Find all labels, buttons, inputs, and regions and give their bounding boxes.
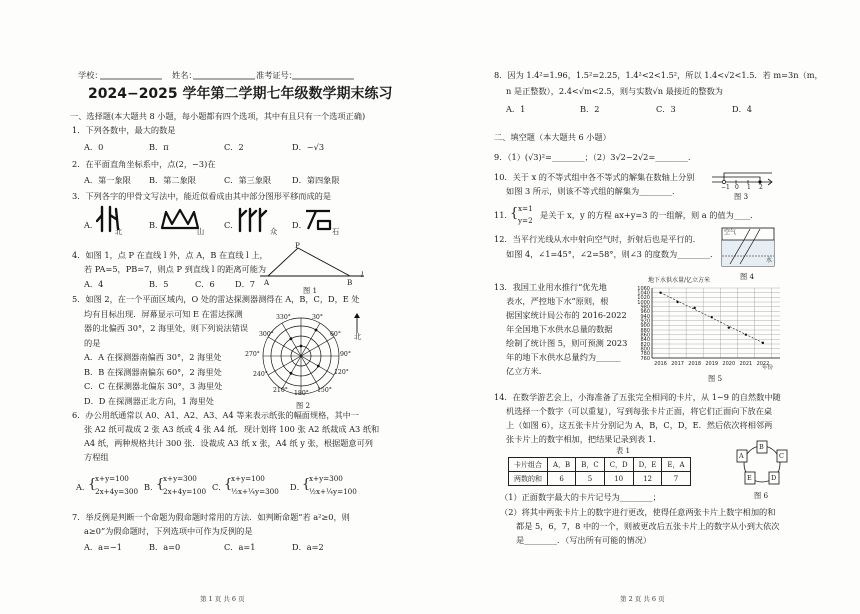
q3-option-d: D． (292, 220, 307, 230)
q1-stem: 1．下列各数中，最大的数是 (72, 125, 176, 135)
fig2-angle-120: 120° (334, 369, 349, 376)
chart-xtick-label: 2020 (722, 361, 736, 367)
q11-brace-icon: { (510, 206, 519, 221)
q13-line5: 绘制了统计图 5，则可预测 2023 (506, 338, 628, 348)
q7-option-c: C．a=1 (224, 542, 256, 552)
q4-line2: 若 PA=5，PB=7，则点 P 到直线 l 的距离可能为 (84, 264, 267, 274)
q3-option-b: B． (149, 220, 164, 230)
q14-line1: 14．在数学游艺会上，小海准备了五张完全相同的卡片，从 1∼9 的自然数中随 (494, 392, 781, 402)
q11-eq1: x=1 (518, 204, 533, 213)
fig2-angle-330: 330° (276, 314, 291, 321)
q6-option-a: A． (76, 482, 91, 492)
q1-option-a: A．0 (84, 142, 104, 152)
fig1-label-a: A (264, 278, 270, 287)
q13-line2: 表水，严控地下水”原则，根 (506, 296, 609, 306)
q3-char-c: 众 (270, 227, 278, 236)
school-blank (100, 78, 162, 80)
q3-char-a: 北 (115, 227, 123, 236)
exam-id-label: 准考证号： (256, 70, 297, 80)
chart-data-point (762, 342, 764, 344)
page-title: 2024−2025 学年第二学期七年级数学期末练习 (88, 86, 393, 102)
fig6-card-d: D (771, 474, 777, 482)
figure-5-line-chart (626, 284, 786, 374)
north-label: 北 (354, 332, 362, 341)
q3-char-d: 石 (332, 227, 340, 236)
q6-b-eq2: 2x+4y=100 (163, 487, 207, 496)
q9-text: 9．（1）(√3)²=________；（2）3√2−2√2=________． (494, 152, 697, 162)
fig2-angle-270: 270° (245, 351, 260, 358)
chart-data-point (676, 301, 678, 303)
q8-option-b: B．2 (580, 104, 600, 114)
q6-option-d: D． (290, 482, 305, 492)
chart-ytick-label: 1040 (637, 290, 650, 297)
fig1-label-b: B (347, 278, 353, 287)
table-row (509, 472, 691, 486)
q3-option-a: A． (84, 220, 99, 230)
q6-line3: A4 纸，两种规格共计 300 张．设裁成 A3 纸 x 张，A4 纸 y 张，根据题意可列 (84, 438, 373, 448)
q8-option-d: D．4 (732, 104, 752, 114)
q1-option-b: B．π (149, 142, 169, 152)
fig6-card-a: A (739, 452, 744, 460)
q12-line1: 12．当平行光线从水中射向空气时，折射后也是平行的． (494, 234, 701, 244)
q7-option-d: D．a=2 (292, 542, 324, 552)
q14-sub2-line1: （2）将其中两张卡片上的数字进行更改，使得任意两张卡片上数字相加的和 (500, 507, 776, 517)
q11-text: 是关于 x，y 的方程 ax+y=3 的一组解，则 a 的值为____． (540, 210, 759, 220)
q4-option-a: A．4 (84, 279, 104, 289)
chart-data-point (659, 291, 661, 293)
name-label: 姓名： (172, 70, 197, 80)
q3-char-b: 山 (197, 227, 205, 236)
chart-ytick-label: 800 (640, 346, 650, 353)
fig3-tick-neg1: −1 (721, 184, 730, 191)
school-label: 学校： (78, 70, 103, 80)
q8-option-a: A．1 (506, 104, 526, 114)
q5-line3: 器的北偏西 30°，2 海里处，则下列说法错误 (84, 323, 249, 333)
chart-data-point (728, 326, 730, 328)
q14-line4: 张卡片上的数字相加，把结果记录到表 1． (506, 434, 662, 444)
exam-id-blank (292, 78, 354, 80)
fig2-angle-60: 60° (330, 331, 341, 338)
q2-option-b: B．第二象限 (149, 175, 196, 185)
chart-ytick-label: 880 (640, 327, 650, 334)
q2-option-c: C．第三象限 (224, 175, 272, 185)
q1-option-d: D．−√3 (292, 142, 325, 152)
chart-xlabel: 年份 (762, 365, 774, 371)
table-cell: 卡片组合 (509, 458, 548, 472)
q6-c-eq1: x+y=100 (231, 474, 265, 483)
q4-option-d: D．7 (235, 279, 255, 289)
fig2-angle-30: 30° (312, 314, 323, 321)
q6-c-brace-icon: { (224, 477, 233, 492)
table-cell: B，C (576, 458, 605, 472)
chart-ytick-label: 940 (640, 313, 650, 320)
q14-line2: 机选择一个数字（可以重复），写到每张卡片正面，将它们正面向下放在桌 (506, 406, 773, 416)
q14-sub2-line3: 是________．（写出所有可能的情况） (516, 535, 652, 545)
q6-line2: 张 A2 纸可裁成 2 张 A3 纸或 4 张 A4 纸．现计划将 100 张 A2 纸裁成 A3 纸和 (84, 424, 380, 434)
section1-heading: 一、选择题(本大题共 8 小题，每小题都有四个选项，其中有且只有一个选项正确) (70, 111, 366, 121)
q8-line2: n 是正整数），2.4<√m<2.5，则与实数√n 最接近的整数为 (506, 86, 723, 96)
fig2-angle-180: 180° (294, 390, 309, 397)
q14-sub2-line2: 都是 5，6，7，8 中的一个，则被更改后五张卡片上的数字从小到大依次 (516, 521, 780, 531)
oracle-shan-glyph (160, 208, 200, 232)
fig6-card-b: B (759, 443, 764, 451)
fig4-water-label: 水 (766, 257, 773, 264)
table-row (509, 458, 691, 472)
table-cell: 7 (662, 472, 690, 486)
fig2-angle-300: 300° (259, 331, 274, 338)
q5-option-d: D．D 在探测器正北方向，1 海里处 (84, 396, 214, 406)
fig3-tick-1: 1 (747, 184, 751, 191)
q10-line1: 10．关于 x 的不等式组中各不等式的解集在数轴上分别 (494, 172, 695, 182)
q12-line2: 如图 4，∠1=45°，∠2=58°，则∠3 的度数为________． (506, 249, 719, 259)
name-blank (193, 78, 255, 80)
fig2-angle-210: 210° (273, 387, 288, 394)
footer-page-2: 第 2 页 共 6 页 (620, 595, 665, 603)
q5-line4: 的是 (84, 338, 101, 348)
chart-ytick-label: 980 (640, 304, 650, 311)
q8-option-c: C．3 (656, 104, 676, 114)
chart-ytick-label: 1000 (637, 299, 650, 306)
fig6-card-c: C (779, 452, 784, 460)
q13-line1: 13．我国工业用水推行“优先地 (494, 282, 607, 292)
chart-ytick-label: 840 (640, 337, 650, 344)
fig2-angle-150: 150° (317, 387, 332, 394)
q2-stem: 2．在平面直角坐标系中，点(2，−3)在 (72, 159, 216, 169)
q5-line1: 5．如图 2，在一个平面区域内，O 处的雷达探测器测得在 A，B，C，D，E 处 (72, 294, 360, 304)
q5-option-a: A．A 在探测器南偏西 30°，2 海里处 (84, 352, 222, 362)
q6-b-brace-icon: { (156, 477, 165, 492)
q5-option-c: C．C 在探测器北偏东 30°，3 海里处 (84, 381, 223, 391)
q3-stem: 3．下列各字的甲骨文写法中，能近似看成由其中部分图形平移而成的是 (72, 191, 332, 201)
fig3-tick-2: 2 (759, 184, 763, 191)
figure-6-caption: 图 6 (754, 491, 769, 500)
figure-5-caption: 图 5 (708, 374, 723, 383)
table-1-title: 表 1 (616, 446, 631, 455)
q4-option-b: B．5 (149, 279, 169, 289)
q11-prefix: 11． (494, 210, 513, 220)
table-1 (508, 457, 691, 486)
q2-option-d: D．第四象限 (292, 175, 340, 185)
figure-3-number-line (710, 168, 774, 190)
chart-ytick-label: 780 (640, 351, 650, 358)
q6-option-b: B． (144, 482, 159, 492)
q7-option-b: B．a=0 (149, 542, 181, 552)
chart-ytick-label: 1060 (637, 285, 650, 292)
q13-line7: 亿立方米． (506, 366, 547, 376)
section2-heading: 二、填空题（本大题共 6 小题） (494, 132, 611, 142)
chart-ytick-label: 860 (640, 332, 650, 339)
q13-line3: 据国家统计局公布的 2016-2022 (506, 310, 627, 320)
chart-data-point (711, 316, 713, 318)
figure-2-radar (253, 312, 349, 398)
q10-line2: 如图 3 所示，则该不等式组的解集为________． (506, 186, 681, 196)
q7-line1: 7．举反例是判断一个命题为假命题时常用的方法．如判断命题“若 a²≥0，则 (72, 512, 350, 522)
q5-option-b: B．B 在探测器南偏东 60°，2 海里处 (84, 367, 222, 377)
q6-a-eq2: 2x+4y=300 (95, 487, 139, 496)
q3-option-c: C． (224, 220, 239, 230)
q13-line6: 年的地下水供水总量约为______ (506, 352, 621, 362)
q1-option-c: C．2 (224, 142, 244, 152)
q7-option-a: A．a=−1 (84, 542, 122, 552)
chart-xtick-label: 2018 (688, 361, 702, 367)
q6-b-eq1: x+y=300 (163, 474, 197, 483)
table-cell: 5 (576, 472, 605, 486)
figure-3-caption: 图 3 (734, 192, 749, 201)
table-cell: E，A (662, 458, 690, 472)
q14-line3: 上（如图 6），这五张卡片分别记为 A，B，C，D，E．然后依次将相邻两 (506, 420, 773, 430)
table-cell: 6 (548, 472, 576, 486)
chart-ytick-label: 920 (640, 318, 650, 325)
figure-4-caption: 图 4 (740, 272, 755, 281)
north-arrow-icon (352, 312, 362, 334)
chart-data-point (745, 333, 747, 335)
fig3-tick-0: 0 (735, 184, 739, 191)
q6-a-eq1: x+y=100 (95, 474, 129, 483)
q4-line1: 4．如图 1，点 P 在直线 l 外，点 A，B 在直线 l 上， (72, 250, 268, 260)
q6-line4: 方程组 (84, 452, 109, 462)
q6-line1: 6．办公用纸通常以 A0、A1、A2、A3、A4 等来表示纸张的幅面规格，其中一 (72, 410, 360, 420)
table-cell: 两数的和 (509, 472, 548, 486)
chart-data-point (693, 307, 695, 309)
chart-xtick-label: 2021 (739, 361, 753, 367)
table-cell: 12 (633, 472, 662, 486)
q13-line4: 年全国地下水供水总量的数据 (506, 324, 613, 334)
q5-line2: 均有目标出现．屏幕显示可知 E 在雷达探测 (84, 309, 243, 319)
table-cell: C，D (604, 458, 633, 472)
chart-ytick-label: 1020 (637, 295, 650, 302)
q6-d-brace-icon: { (302, 477, 311, 492)
fig2-angle-240: 240° (253, 371, 268, 378)
fig2-angle-90: 90° (340, 351, 351, 358)
exam-page-2 (430, 0, 860, 614)
chart-xtick-label: 2022 (756, 361, 770, 367)
table-cell: 10 (604, 472, 633, 486)
q2-option-a: A．第一象限 (84, 175, 131, 185)
chart-ytick-label: 820 (640, 341, 650, 348)
figure-2-caption: 图 2 (296, 401, 311, 410)
fig4-air-label: 空气 (724, 229, 737, 236)
fig1-label-l: l (361, 270, 364, 279)
q14-sub1: （1）正面数字最大的卡片记号为________； (500, 492, 661, 502)
q4-option-c: C．6 (195, 279, 215, 289)
chart-ytick-label: 900 (640, 323, 650, 330)
chart-ytick-label: 760 (640, 355, 650, 362)
q7-line2: a≥0”为假命题时，下列选项中可作为反例的是 (84, 526, 253, 536)
q8-line1: 8．因为 1.4²=1.96，1.5²=2.25，1.4²<2<1.5²，所以 1.4<√2<1.5．若 m=3n（m， (494, 70, 823, 80)
fig1-label-p: P (295, 241, 300, 250)
q6-d-eq2: ½x+¼y=100 (309, 487, 357, 496)
q6-c-eq2: ½x+¼y=300 (231, 487, 279, 496)
q11-eq2: y=2 (518, 216, 533, 225)
table-cell: A，B (548, 458, 576, 472)
q6-a-brace-icon: { (88, 477, 97, 492)
footer-page-1: 第 1 页 共 6 页 (200, 595, 245, 603)
fig6-card-e: E (747, 474, 752, 482)
q6-option-c: C． (212, 482, 227, 492)
q6-d-eq1: x+y=300 (309, 474, 343, 483)
chart-ytick-label: 960 (640, 309, 650, 316)
figure-1-caption: 图 1 (303, 286, 318, 295)
chart-xtick-label: 2016 (654, 361, 667, 367)
chart-xtick-label: 2019 (705, 361, 719, 367)
table-cell: D，E (633, 458, 662, 472)
chart-title: 地下水供水量/亿立方米 (648, 277, 711, 284)
chart-xtick-label: 2017 (671, 361, 684, 367)
oracle-zhong-glyph (236, 205, 272, 235)
